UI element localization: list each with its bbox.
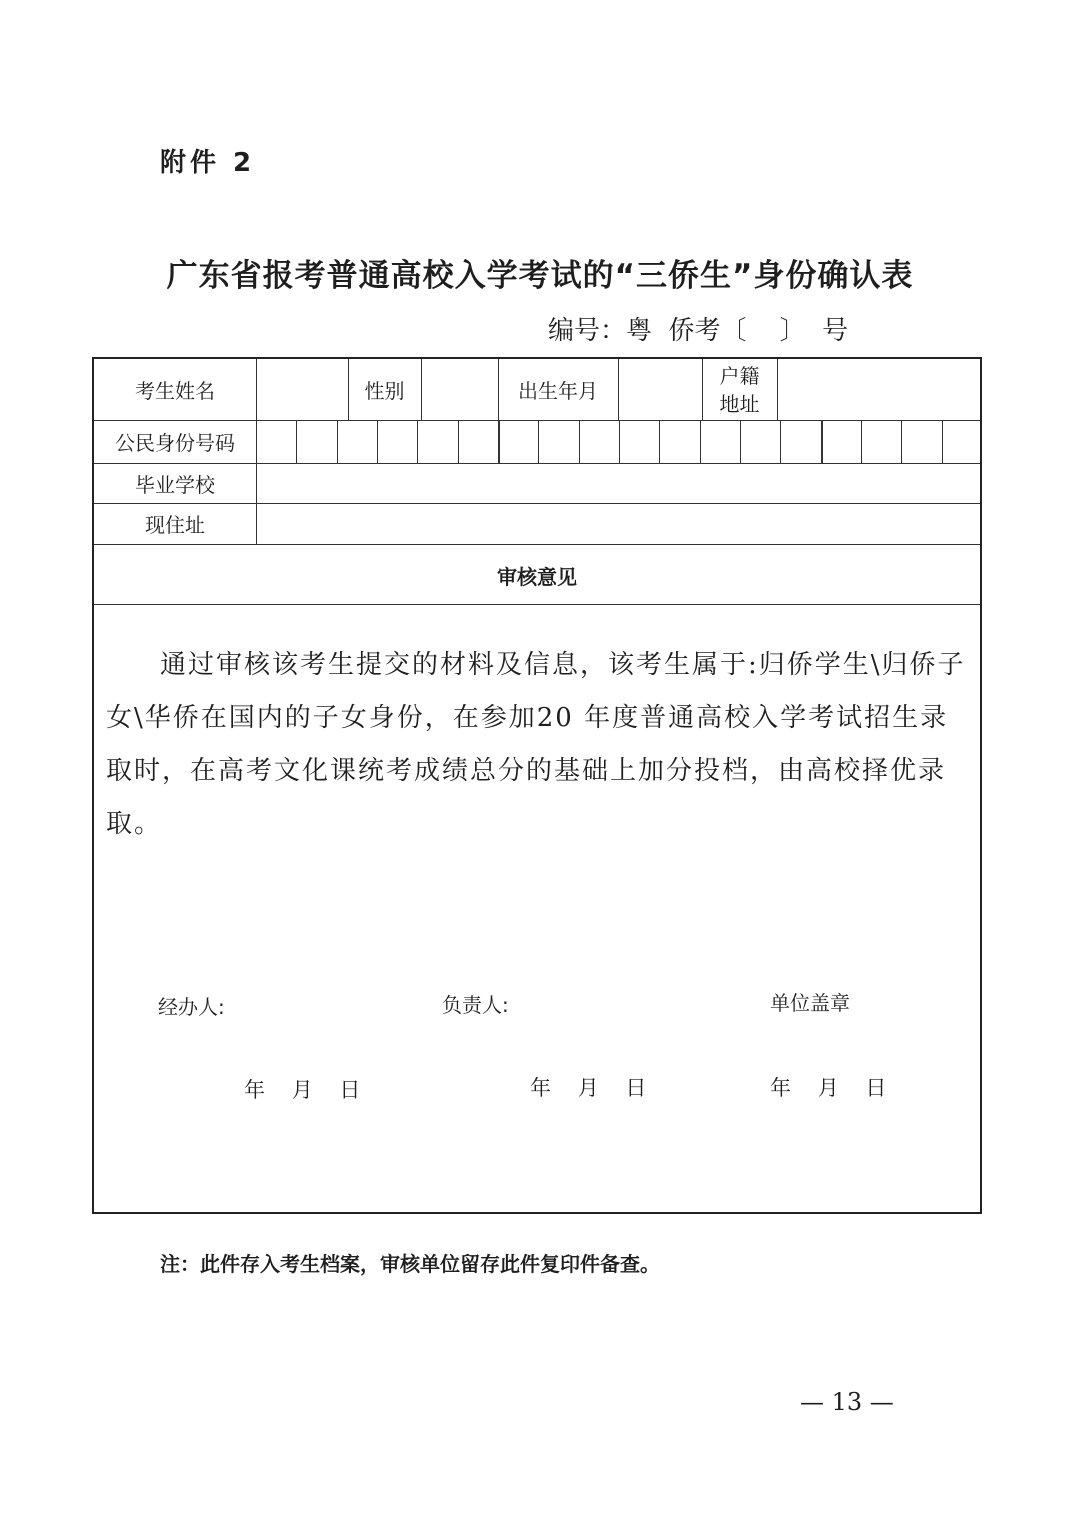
id-box-divider: [740, 420, 741, 463]
attachment-label: 附件 2: [160, 148, 256, 178]
id-box-divider: [579, 420, 580, 463]
column-divider: [618, 359, 619, 420]
document-title: 广东省报考普通高校入学考试的“三侨生”身份确认表: [166, 258, 914, 294]
id-box-divider: [337, 420, 338, 463]
principal-date: 年 月 日: [530, 1076, 647, 1100]
id-box-divider: [821, 420, 823, 463]
handler-date: 年 月 日: [244, 1078, 361, 1102]
birth-date-label: 出生年月: [518, 379, 598, 403]
id-box-divider: [377, 420, 378, 463]
serial-number: 编号：粤 侨考〔 〕 号: [548, 316, 849, 346]
review-opinion-text: 通过审核该考生提交的材料及信息，该考生属于:归侨学生\归侨子女\华侨在国内的子女身份，在参加20 年度普通高校入学考试招生录取时，在高考文化课统考成绩总分的基础上加分投档，由高校择优录取。: [106, 650, 966, 839]
id-number-label: 公民身份号码: [115, 431, 235, 455]
id-box-divider: [780, 420, 781, 463]
footnote: 注：此件存入考生档案，审核单位留存此件复印件备查。: [160, 1252, 660, 1276]
id-box-divider: [659, 420, 660, 463]
principal-label: 负责人:: [442, 993, 509, 1017]
gender-label: 性别: [364, 379, 405, 403]
id-box-divider: [538, 420, 539, 463]
id-box-divider: [901, 420, 902, 463]
confirmation-form: [92, 357, 982, 1214]
unit-seal-label: 单位盖章: [770, 991, 850, 1015]
id-box-divider: [296, 420, 297, 463]
id-box-divider: [417, 420, 418, 463]
current-address-label: 现住址: [145, 513, 205, 537]
column-divider: [777, 359, 778, 420]
review-opinion-title: 审核意见: [497, 565, 577, 589]
handler-label: 经办人:: [158, 995, 225, 1019]
id-box-divider: [458, 420, 459, 463]
id-box-divider: [700, 420, 701, 463]
label-column-divider: [256, 359, 257, 544]
candidate-name-label: 考生姓名: [135, 379, 215, 403]
column-divider: [421, 359, 422, 420]
id-box-divider: [619, 420, 620, 463]
page-number: — 13 —: [800, 1388, 894, 1416]
graduate-school-label: 毕业学校: [135, 472, 215, 497]
row-divider: [94, 604, 980, 605]
row-divider: [94, 544, 980, 545]
hukou-address-label: 户籍 地址: [719, 364, 760, 416]
seal-date: 年 月 日: [770, 1076, 887, 1100]
id-box-divider: [942, 420, 943, 463]
id-box-divider: [861, 420, 862, 463]
id-box-divider: [498, 420, 500, 463]
